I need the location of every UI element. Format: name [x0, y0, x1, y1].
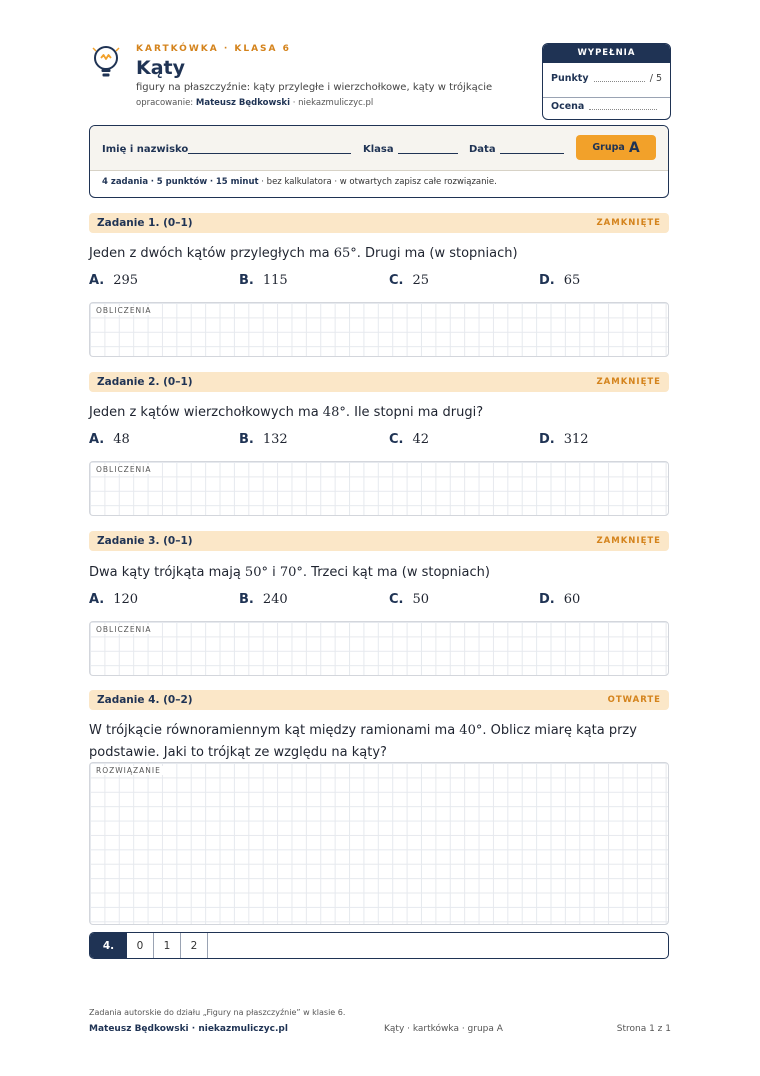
- footer-page-number: Strona 1 z 1: [616, 1024, 671, 1034]
- task-4-question-text-end: . Oblicz miarę kąta przy podstawie. Jaki to trójkąt ze względu na kąty?: [89, 723, 637, 760]
- teacher-box-divider: [543, 97, 670, 98]
- group-letter: A: [628, 139, 640, 156]
- meta-time: 15 minut: [215, 177, 259, 187]
- answer-letter: A.: [89, 432, 105, 447]
- answer-value: 132: [262, 432, 288, 447]
- answer-letter: B.: [239, 432, 254, 447]
- task-4-question: [89, 720, 649, 764]
- answer-value: 65: [563, 273, 581, 288]
- footer-center: Kąty · kartkówka · grupa A: [384, 1024, 503, 1034]
- lightbulb-logo-icon: [90, 44, 122, 80]
- task-2-work-area[interactable]: [89, 461, 669, 516]
- task-3-work-area[interactable]: [89, 621, 669, 676]
- footer-author: Mateusz Będkowski · niekazmuliczyc.pl: [89, 1024, 288, 1034]
- author-site: · niekazmuliczyc.pl: [292, 98, 374, 108]
- class-field[interactable]: [398, 153, 458, 154]
- task-1-question-math: 65°: [333, 246, 357, 261]
- task-3-answer-a[interactable]: [89, 592, 138, 607]
- task-2-answer-c[interactable]: [389, 432, 429, 447]
- task-3-question-text: Dwa kąty trójkąta mają: [89, 565, 245, 580]
- task-3-question-math: 50°: [244, 565, 268, 580]
- meta-sep-1: ·: [150, 177, 155, 187]
- footer-note: Zadania autorskie do działu „Figury na płaszczyźnie” w klasie 6.: [89, 1008, 346, 1017]
- task-3-answer-d[interactable]: [539, 592, 580, 607]
- date-label: Data: [469, 144, 496, 155]
- task-1-work-area[interactable]: [89, 302, 669, 357]
- answer-value: 25: [412, 273, 430, 288]
- teacher-grade-row[interactable]: [551, 101, 662, 112]
- task-4-header: [89, 690, 669, 710]
- task-1-type: ZAMKNIĘTE: [596, 218, 661, 228]
- task-3-question-text-mid: i: [267, 565, 280, 580]
- task-4-scoring-strip: [89, 932, 669, 959]
- score-option-1[interactable]: 1: [154, 933, 181, 958]
- task-4-question-text: W trójkącie równoramiennym kąt między ramionami ma: [89, 723, 460, 738]
- task-3-type: ZAMKNIĘTE: [596, 536, 661, 546]
- teacher-box: [542, 43, 671, 120]
- task-1-answer-b[interactable]: [239, 273, 288, 288]
- task-1-answer-d[interactable]: [539, 273, 580, 288]
- score-option-2[interactable]: 2: [181, 933, 208, 958]
- task-1-header: [89, 213, 669, 233]
- task-2-header: [89, 372, 669, 392]
- name-field[interactable]: [188, 153, 351, 154]
- task-2-question: [89, 402, 649, 424]
- points-max: / 5: [649, 73, 662, 84]
- task-2-question-math: 48°: [322, 405, 346, 420]
- task-2-answer-d[interactable]: [539, 432, 589, 447]
- answer-letter: A.: [89, 592, 105, 607]
- task-3-question: [89, 562, 649, 584]
- task-4-question-math: 40°: [459, 723, 483, 738]
- answer-letter: C.: [389, 432, 404, 447]
- page-title: Kąty: [136, 57, 186, 79]
- meta-sep-2: ·: [209, 177, 214, 187]
- task-4-solution-area[interactable]: [89, 762, 669, 925]
- task-4-title: Zadanie 4. (0–2): [97, 694, 193, 706]
- name-label: Imię i nazwisko: [102, 144, 189, 155]
- meta-tasks: 4 zadania: [102, 177, 149, 187]
- answer-value: 60: [563, 592, 581, 607]
- student-info-box: [89, 125, 669, 198]
- task-3-answer-b[interactable]: [239, 592, 288, 607]
- test-meta-info: [102, 177, 497, 187]
- answer-letter: B.: [239, 273, 254, 288]
- task-2-question-text-end: . Ile stopni ma drugi?: [345, 405, 484, 420]
- points-dotted-line: [594, 81, 645, 82]
- task-3-question-text-end: . Trzeci kąt ma (w stopniach): [302, 565, 490, 580]
- task-2-answer-b[interactable]: [239, 432, 288, 447]
- meta-points: 5 punktów: [156, 177, 208, 187]
- page-subtitle: figury na płaszczyźnie: kąty przyległe i wierzchołkowe, kąty w trójkącie: [136, 82, 493, 93]
- class-label: Klasa: [363, 144, 394, 155]
- answer-letter: D.: [539, 432, 555, 447]
- task-1-work-label: OBLICZENIA: [96, 306, 155, 315]
- grade-label: Ocena: [551, 101, 585, 112]
- task-1-answer-c[interactable]: [389, 273, 429, 288]
- answer-letter: C.: [389, 592, 404, 607]
- teacher-box-heading: WYPEŁNIA NAUCZYCIEL: [543, 44, 670, 63]
- task-3-header: [89, 531, 669, 551]
- scoring-task-number: 4.: [90, 933, 127, 958]
- task-1-question: [89, 243, 649, 265]
- points-label: Punkty: [551, 73, 589, 84]
- task-4-solution-label: ROZWIĄZANIE: [96, 766, 164, 775]
- score-option-0[interactable]: 0: [127, 933, 154, 958]
- answer-value: 50: [412, 592, 430, 607]
- answer-value: 240: [262, 592, 288, 607]
- author-name: Mateusz Będkowski: [195, 98, 291, 108]
- task-3-question-math-2: 70°: [279, 565, 303, 580]
- task-2-title: Zadanie 2. (0–1): [97, 376, 193, 388]
- worksheet-kicker: KARTKÓWKA · KLASA 6: [136, 44, 291, 54]
- task-1-answer-a[interactable]: [89, 273, 138, 288]
- answer-letter: D.: [539, 273, 555, 288]
- task-2-answer-a[interactable]: [89, 432, 130, 447]
- task-4-type: OTWARTE: [607, 695, 661, 705]
- task-2-question-text: Jeden z kątów wierzchołkowych ma: [89, 405, 323, 420]
- answer-letter: A.: [89, 273, 105, 288]
- task-1-question-text-end: . Drugi ma (w stopniach): [356, 246, 518, 261]
- task-2-work-label: OBLICZENIA: [96, 465, 155, 474]
- task-3-title: Zadanie 3. (0–1): [97, 535, 193, 547]
- group-label: Grupa: [592, 142, 625, 153]
- author-prefix: opracowanie:: [136, 98, 194, 108]
- task-2-type: ZAMKNIĘTE: [596, 377, 661, 387]
- date-field[interactable]: [500, 153, 564, 154]
- answer-value: 295: [113, 273, 139, 288]
- answer-letter: C.: [389, 273, 404, 288]
- answer-value: 115: [262, 273, 288, 288]
- task-3-answer-c[interactable]: [389, 592, 429, 607]
- author-line: [136, 98, 373, 108]
- teacher-points-row[interactable]: [551, 73, 662, 84]
- answer-letter: B.: [239, 592, 254, 607]
- task-1-question-text: Jeden z dwóch kątów przyległych ma: [89, 246, 334, 261]
- group-badge: [576, 135, 656, 160]
- answer-value: 312: [563, 432, 589, 447]
- task-3-work-label: OBLICZENIA: [96, 625, 155, 634]
- answer-value: 48: [113, 432, 130, 447]
- answer-value: 42: [412, 432, 430, 447]
- answer-letter: D.: [539, 592, 555, 607]
- answer-value: 120: [113, 592, 139, 607]
- grade-dotted-line: [589, 109, 657, 110]
- task-1-title: Zadanie 1. (0–1): [97, 217, 193, 229]
- meta-rest: · bez kalkulatora · w otwartych zapisz całe rozwiązanie.: [261, 177, 497, 187]
